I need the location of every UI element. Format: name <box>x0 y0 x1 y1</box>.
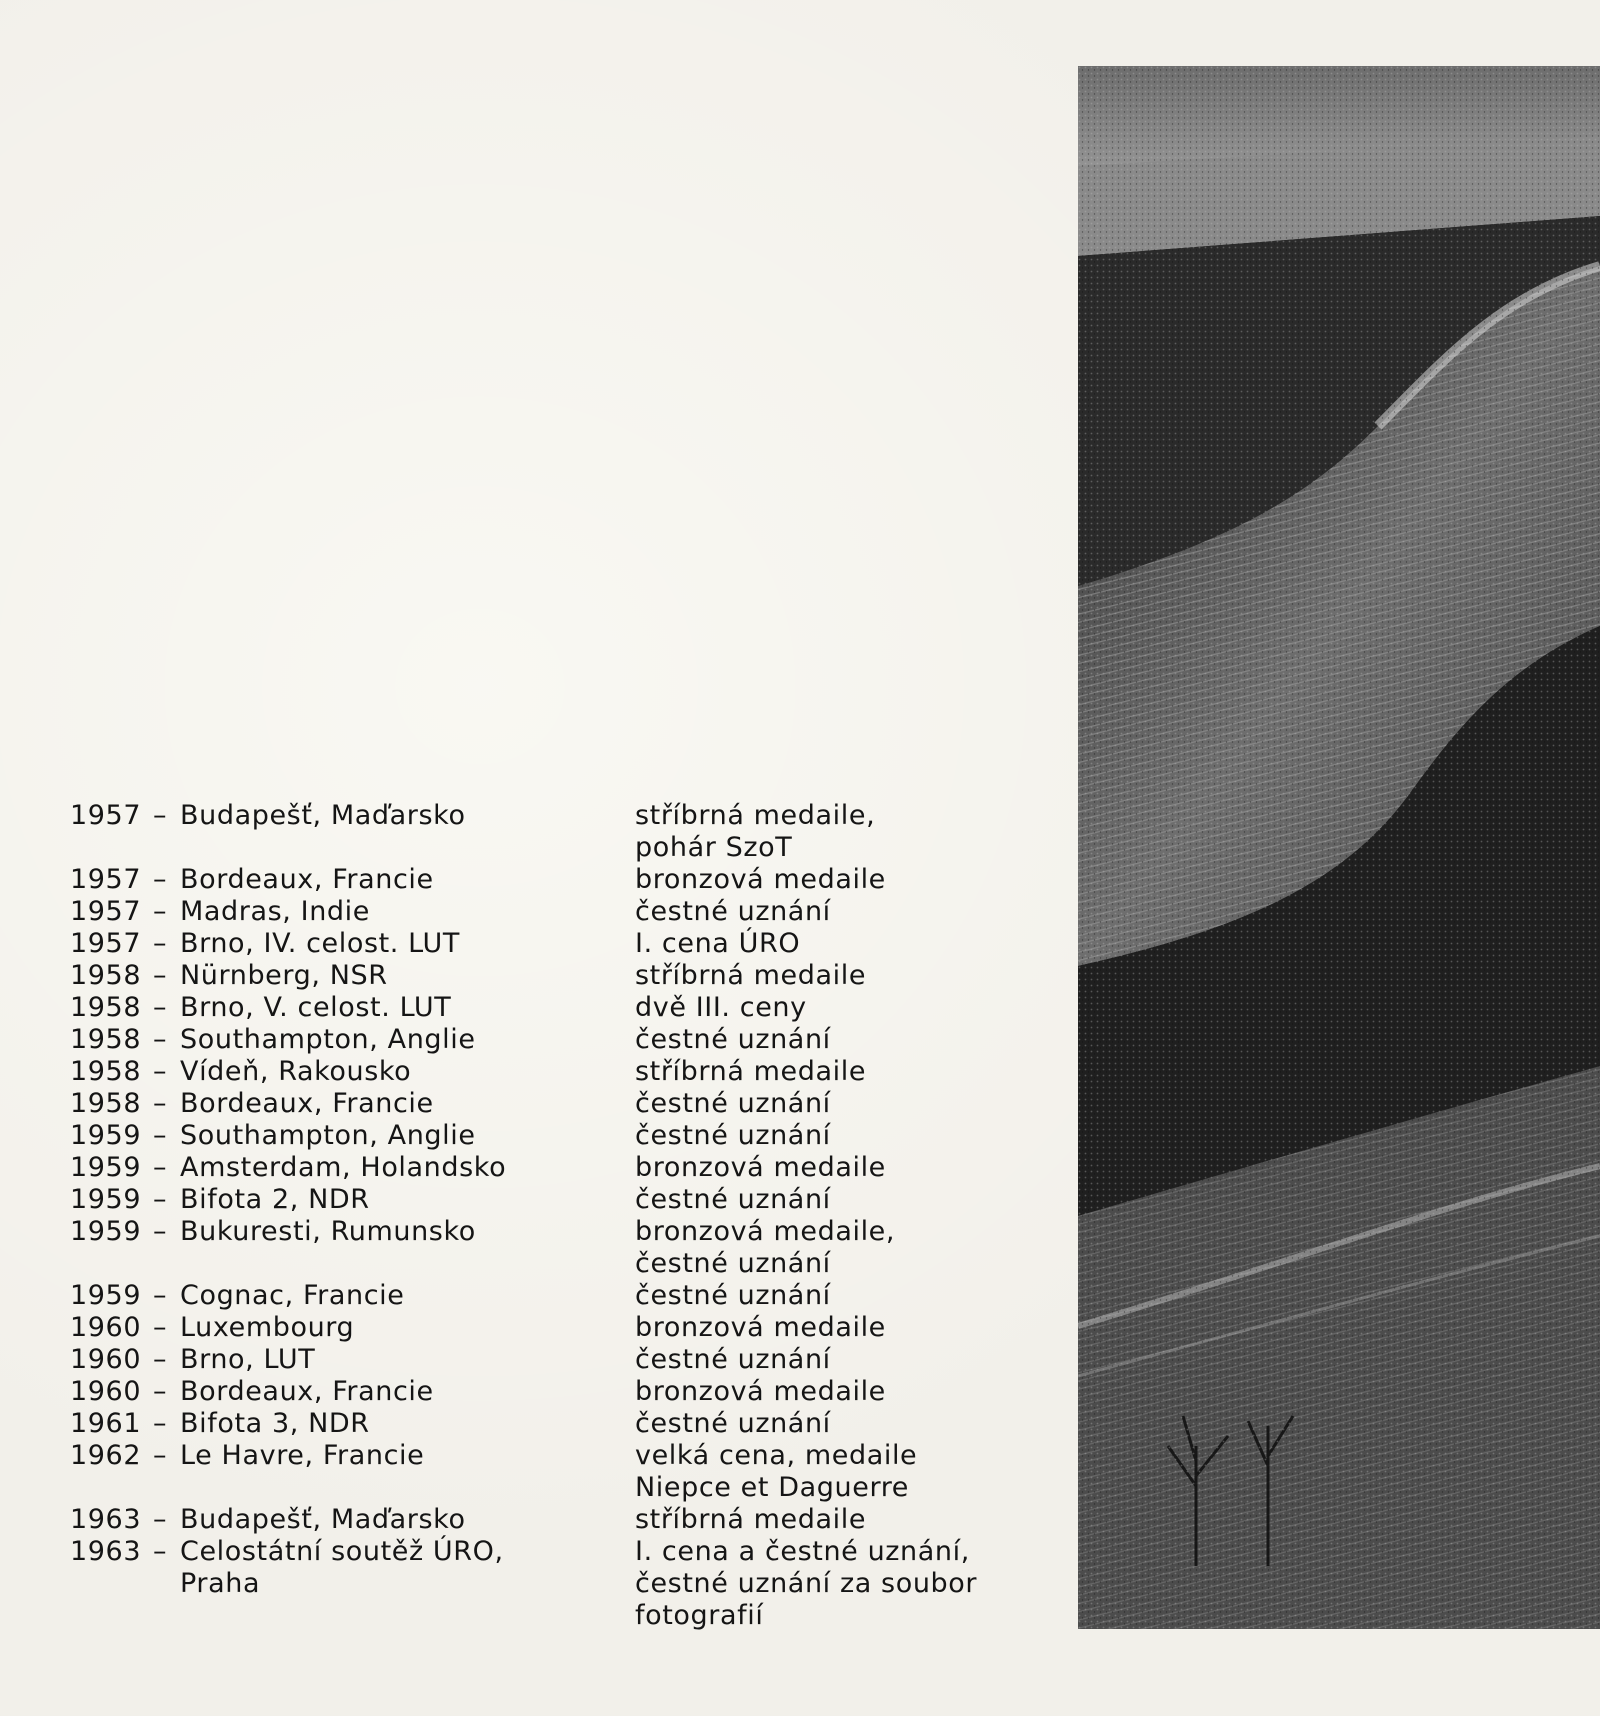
award-dash: – <box>152 1184 168 1215</box>
award-place: Brno, LUT <box>180 1344 316 1375</box>
award-place: Bifota 3, NDR <box>180 1408 370 1439</box>
landscape-photograph <box>1078 66 1600 1629</box>
award-row <box>70 1344 1010 1376</box>
award-year: 1960 <box>70 1344 142 1375</box>
award-year: 1963 <box>70 1504 142 1535</box>
award-year: 1959 <box>70 1184 142 1215</box>
award-year: 1960 <box>70 1312 142 1343</box>
award-dash: – <box>152 1312 168 1343</box>
award-prize: čestné uznání <box>635 1120 831 1151</box>
award-place: Madras, Indie <box>180 896 370 927</box>
award-place: Budapešť, Maďarsko <box>180 1504 466 1535</box>
award-place: Le Havre, Francie <box>180 1440 425 1471</box>
award-dash: – <box>152 864 168 895</box>
award-row <box>70 1280 1010 1312</box>
award-prize: čestné uznání <box>635 1280 831 1311</box>
award-row <box>70 1120 1010 1152</box>
award-prize: stříbrná medaile <box>635 1056 867 1087</box>
award-place: Budapešť, Maďarsko <box>180 800 466 831</box>
award-dash: – <box>152 896 168 927</box>
award-place: Southampton, Anglie <box>180 1024 476 1055</box>
award-year: 1957 <box>70 864 142 895</box>
award-prize: čestné uznání <box>635 1344 831 1375</box>
award-place: Luxembourg <box>180 1312 355 1343</box>
award-row <box>70 1376 1010 1408</box>
award-dash: – <box>152 800 168 831</box>
award-row <box>70 928 1010 960</box>
award-row <box>70 1312 1010 1344</box>
award-row <box>70 1024 1010 1056</box>
award-row <box>70 1056 1010 1088</box>
award-prize: velká cena, medaile Niepce et Daguerre <box>635 1440 918 1503</box>
award-place: Bordeaux, Francie <box>180 864 434 895</box>
award-prize: dvě III. ceny <box>635 992 807 1023</box>
award-prize: čestné uznání <box>635 1088 831 1119</box>
award-prize: bronzová medaile, čestné uznání <box>635 1216 896 1279</box>
award-prize: čestné uznání <box>635 1024 831 1055</box>
award-year: 1958 <box>70 1056 142 1087</box>
award-place: Brno, V. celost. LUT <box>180 992 452 1023</box>
award-place: Nürnberg, NSR <box>180 960 388 991</box>
award-row <box>70 1408 1010 1440</box>
award-dash: – <box>152 1408 168 1439</box>
award-place: Bifota 2, NDR <box>180 1184 370 1215</box>
award-dash: – <box>152 1088 168 1119</box>
award-place: Vídeň, Rakousko <box>180 1056 412 1087</box>
award-row <box>70 800 1010 864</box>
award-dash: – <box>152 1504 168 1535</box>
award-place: Amsterdam, Holandsko <box>180 1152 507 1183</box>
award-dash: – <box>152 1216 168 1247</box>
field-landscape-picture <box>1078 66 1600 1629</box>
award-prize: čestné uznání <box>635 896 831 927</box>
award-prize: bronzová medaile <box>635 1312 886 1343</box>
award-year: 1957 <box>70 896 142 927</box>
award-year: 1958 <box>70 1088 142 1119</box>
award-dash: – <box>152 1536 168 1567</box>
award-place: Bordeaux, Francie <box>180 1088 434 1119</box>
award-row <box>70 1216 1010 1280</box>
award-dash: – <box>152 992 168 1023</box>
award-row <box>70 1504 1010 1536</box>
awards-list <box>70 800 1010 1632</box>
award-place: Bordeaux, Francie <box>180 1376 434 1407</box>
award-place: Southampton, Anglie <box>180 1120 476 1151</box>
award-dash: – <box>152 1152 168 1183</box>
award-prize: čestné uznání <box>635 1408 831 1439</box>
award-dash: – <box>152 1024 168 1055</box>
award-year: 1960 <box>70 1376 142 1407</box>
award-year: 1961 <box>70 1408 142 1439</box>
award-dash: – <box>152 960 168 991</box>
award-dash: – <box>152 1440 168 1471</box>
award-prize: bronzová medaile <box>635 1152 886 1183</box>
award-dash: – <box>152 1376 168 1407</box>
award-year: 1959 <box>70 1280 142 1311</box>
award-row <box>70 992 1010 1024</box>
award-row <box>70 1440 1010 1504</box>
award-prize: stříbrná medaile <box>635 960 867 991</box>
award-year: 1958 <box>70 992 142 1023</box>
award-row <box>70 896 1010 928</box>
award-year: 1959 <box>70 1120 142 1151</box>
award-year: 1957 <box>70 928 142 959</box>
award-dash: – <box>152 1280 168 1311</box>
award-prize: I. cena ÚRO <box>635 928 801 959</box>
award-row <box>70 1152 1010 1184</box>
award-place: Celostátní soutěž ÚRO, Praha <box>180 1536 504 1599</box>
award-prize: stříbrná medaile, pohár SzoT <box>635 800 876 863</box>
award-dash: – <box>152 1056 168 1087</box>
award-place: Bukuresti, Rumunsko <box>180 1216 476 1247</box>
award-year: 1959 <box>70 1152 142 1183</box>
award-row <box>70 960 1010 992</box>
award-dash: – <box>152 928 168 959</box>
award-place: Cognac, Francie <box>180 1280 405 1311</box>
award-year: 1962 <box>70 1440 142 1471</box>
award-dash: – <box>152 1344 168 1375</box>
award-dash: – <box>152 1120 168 1151</box>
award-row <box>70 1184 1010 1216</box>
award-prize: bronzová medaile <box>635 1376 886 1407</box>
award-row <box>70 1088 1010 1120</box>
award-year: 1959 <box>70 1216 142 1247</box>
award-prize: bronzová medaile <box>635 864 886 895</box>
award-row <box>70 864 1010 896</box>
award-prize: čestné uznání <box>635 1184 831 1215</box>
award-prize: stříbrná medaile <box>635 1504 867 1535</box>
award-year: 1958 <box>70 960 142 991</box>
award-place: Brno, IV. celost. LUT <box>180 928 460 959</box>
award-year: 1963 <box>70 1536 142 1567</box>
award-prize: I. cena a čestné uznání, čestné uznání za soubor fotografií <box>635 1536 978 1631</box>
award-year: 1957 <box>70 800 142 831</box>
award-year: 1958 <box>70 1024 142 1055</box>
award-row <box>70 1536 1010 1632</box>
